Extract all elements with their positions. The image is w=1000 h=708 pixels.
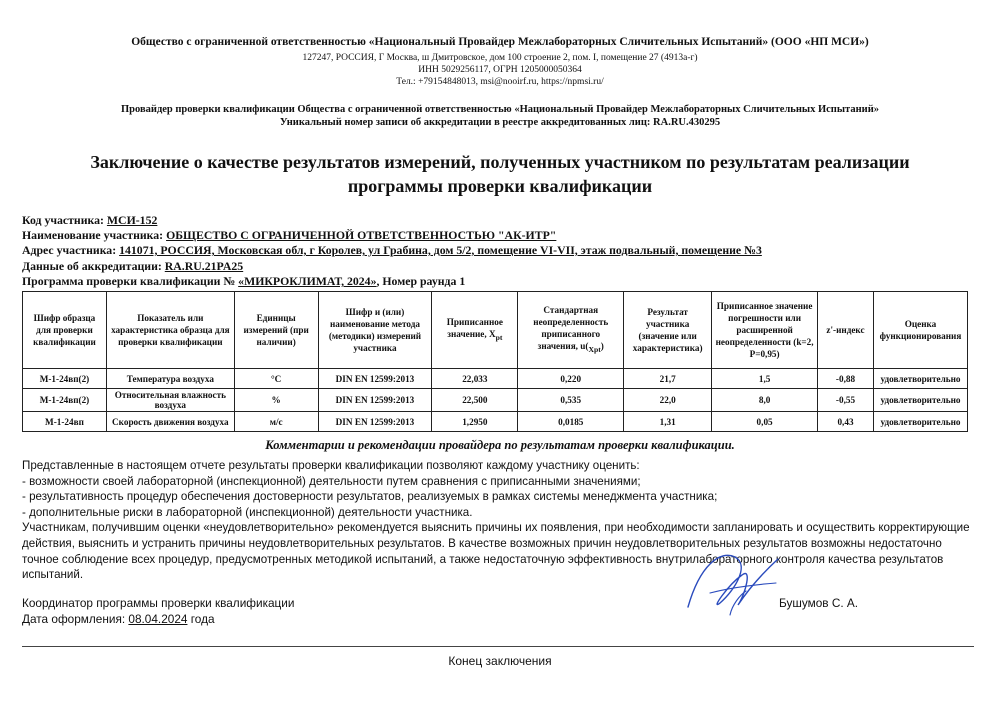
cell-uncertainty: 0,220 xyxy=(518,369,624,389)
header-assigned-value xyxy=(432,292,518,369)
comments-paragraph: Участникам, получившим оценки «неудовлетворительно» рекомендуется выяснить причины их появления, при необходимости запланировать и осуществить корректирующие действия, выяснить и устранить причины неудовлетворительных результатов. В качестве возможных причин неудовлетворительных результатов возможны недостаточно точное соблюдение всех процедур, предусмотренных методикой испытаний, а также недостаточную эффективность внутрилабораторного контроля качества результатов испытаний. xyxy=(22,521,970,582)
comments-paragraph: - результативность процедур обеспечения достоверности результатов, реализуемых в рамках системы менеджмента участника; xyxy=(22,490,718,504)
cell-result: 1,31 xyxy=(624,412,712,432)
comments-paragraph: - дополнительные риски в лабораторной (инспекционной) деятельности участника. xyxy=(22,505,473,519)
participant-address-value: 141071, РОССИЯ, Московская обл, г Королев, ул Грабина, дом 5/2, помещение VI-VII, этаж подвальный, помещение №3 xyxy=(119,243,762,257)
cell-unit: м/с xyxy=(234,412,318,432)
header-z-index: z'-индекс xyxy=(818,292,874,369)
header-uncertainty-sub: Xpt xyxy=(588,344,601,354)
participant-address-label: Адрес участника: xyxy=(22,243,120,257)
results-table xyxy=(22,291,968,432)
cell-parameter: Температура воздуха xyxy=(106,369,234,389)
comments-title: Комментарии и рекомендации провайдера по результатам проверки квалификации. xyxy=(265,438,735,452)
cell-code: М-1-24вп(2) xyxy=(23,389,107,412)
cell-unit: % xyxy=(234,389,318,412)
participant-name-value: ОБЩЕСТВО С ОГРАНИЧЕННОЙ ОТВЕТСТВЕННОСТЬЮ "АК-ИТР" xyxy=(166,228,557,242)
title-line-2: программы проверки квалификации xyxy=(347,176,653,196)
program-label: Программа проверки квалификации № xyxy=(22,274,239,288)
header-uncertainty xyxy=(518,292,624,369)
cell-uncertainty: 0,535 xyxy=(518,389,624,412)
accreditation-label: Данные об аккредитации: xyxy=(22,259,165,273)
end-of-document: Конец заключения xyxy=(448,654,552,668)
cell-evaluation: удовлетворительно xyxy=(873,369,967,389)
cell-method: DIN EN 12599:2013 xyxy=(318,412,432,432)
cell-error: 1,5 xyxy=(712,369,818,389)
header-assigned-value-text: Приписанное значение, X xyxy=(446,317,503,340)
cell-error: 0,05 xyxy=(712,412,818,432)
cell-assigned-value: 22,033 xyxy=(432,369,518,389)
cell-result: 22,0 xyxy=(624,389,712,412)
participant-code-label: Код участника: xyxy=(22,213,107,227)
provider-line-2: Уникальный номер записи об аккредитации в реестре аккредитованных лиц: RA.RU.430295 xyxy=(279,117,721,128)
participant-name-label: Наименование участника: xyxy=(22,228,167,242)
cell-result: 21,7 xyxy=(624,369,712,389)
comments-paragraph: Представленные в настоящем отчете результаты проверки квалификации позволяют каждому участнику оценить: xyxy=(22,459,640,472)
header-units: Единицы измерений (при наличии) xyxy=(234,292,318,369)
org-address: 127247, РОССИЯ, Г Москва, ш Дмитровское, дом 100 строение 2, пом. I, помещение 27 (4913а-г) xyxy=(302,53,698,63)
table-row xyxy=(23,389,968,412)
header-assigned-value-sub: pt xyxy=(495,332,503,342)
issue-date-suffix: года xyxy=(187,612,215,626)
cell-code: М-1-24вп(2) xyxy=(23,369,107,389)
program-value: «МИКРОКЛИМАТ, 2024» xyxy=(238,274,377,288)
org-title: Общество с ограниченной ответственностью «Национальный Провайдер Межлабораторных Сличительных Испытаний» (ООО «НП МСИ») xyxy=(131,36,869,48)
comments-body xyxy=(22,458,972,583)
participant-code-value: МСИ-152 xyxy=(106,213,158,227)
participant-code xyxy=(22,213,157,228)
cell-z-index: -0,55 xyxy=(818,389,874,412)
cell-z-index: -0,88 xyxy=(818,369,874,389)
round-value: , Номер раунда 1 xyxy=(376,274,466,288)
org-ids: ИНН 5029256117, ОГРН 1205000050364 xyxy=(418,65,582,75)
header-uncertainty-text: Стандартная неопределенность приписанного значения, u( xyxy=(533,305,609,352)
cell-evaluation: удовлетворительно xyxy=(873,412,967,432)
comments-paragraph: - возможности своей лабораторной (инспекционной) деятельности путем сравнения с приписанными значениями; xyxy=(22,474,641,488)
cell-method: DIN EN 12599:2013 xyxy=(318,369,432,389)
coordinator-name: Бушумов С. А. xyxy=(779,596,859,610)
cell-uncertainty: 0,0185 xyxy=(518,412,624,432)
header-parameter: Показатель или характеристика образца для проверки квалификации xyxy=(106,292,234,369)
org-contacts: Тел.: +79154848013, msi@nooirf.ru, https://npmsi.ru/ xyxy=(396,77,604,87)
header-error: Приписанное значение погрешности или расширенной неопределенности (k=2, P=0,95) xyxy=(712,292,818,369)
participant-name xyxy=(22,228,556,243)
cell-parameter: Скорость движения воздуха xyxy=(106,412,234,432)
header-result: Результат участника (значение или характеристика) xyxy=(624,292,712,369)
cell-code: М-1-24вп xyxy=(23,412,107,432)
coordinator-label: Координатор программы проверки квалификации xyxy=(22,596,295,610)
header-uncertainty-end: ) xyxy=(600,341,604,352)
cell-z-index: 0,43 xyxy=(818,412,874,432)
table-row xyxy=(23,369,968,389)
issue-date-value: 08.04.2024 xyxy=(128,612,188,626)
table-header-row xyxy=(23,292,968,369)
header-sample-code: Шифр образца для проверки квалификации xyxy=(23,292,107,369)
header-method: Шифр и (или) наименование метода (методики) измерений участника xyxy=(318,292,432,369)
cell-parameter: Относительная влажность воздуха xyxy=(106,389,234,412)
handwritten-signature xyxy=(680,545,790,625)
cell-error: 8,0 xyxy=(712,389,818,412)
accreditation-value: RA.RU.21PA25 xyxy=(164,259,244,273)
cell-method: DIN EN 12599:2013 xyxy=(318,389,432,412)
divider-line xyxy=(22,646,974,647)
header-evaluation: Оценка функционирования xyxy=(873,292,967,369)
table-row xyxy=(23,412,968,432)
cell-evaluation: удовлетворительно xyxy=(873,389,967,412)
title-line-1: Заключение о качестве результатов измерений, полученных участником по результатам реализации xyxy=(90,152,910,172)
participant-address xyxy=(22,243,762,258)
provider-line-1: Провайдер проверки квалификации Общества с ограниченной ответственностью «Национальный Провайдер Межлабораторных Сличительных Испытаний» xyxy=(120,104,879,115)
participant-accreditation xyxy=(22,259,243,274)
cell-assigned-value: 1,2950 xyxy=(432,412,518,432)
cell-unit: °C xyxy=(234,369,318,389)
issue-date xyxy=(22,612,215,626)
program-info xyxy=(22,274,465,289)
issue-date-label: Дата оформления: xyxy=(22,612,129,626)
document-title xyxy=(40,150,960,198)
cell-assigned-value: 22,500 xyxy=(432,389,518,412)
